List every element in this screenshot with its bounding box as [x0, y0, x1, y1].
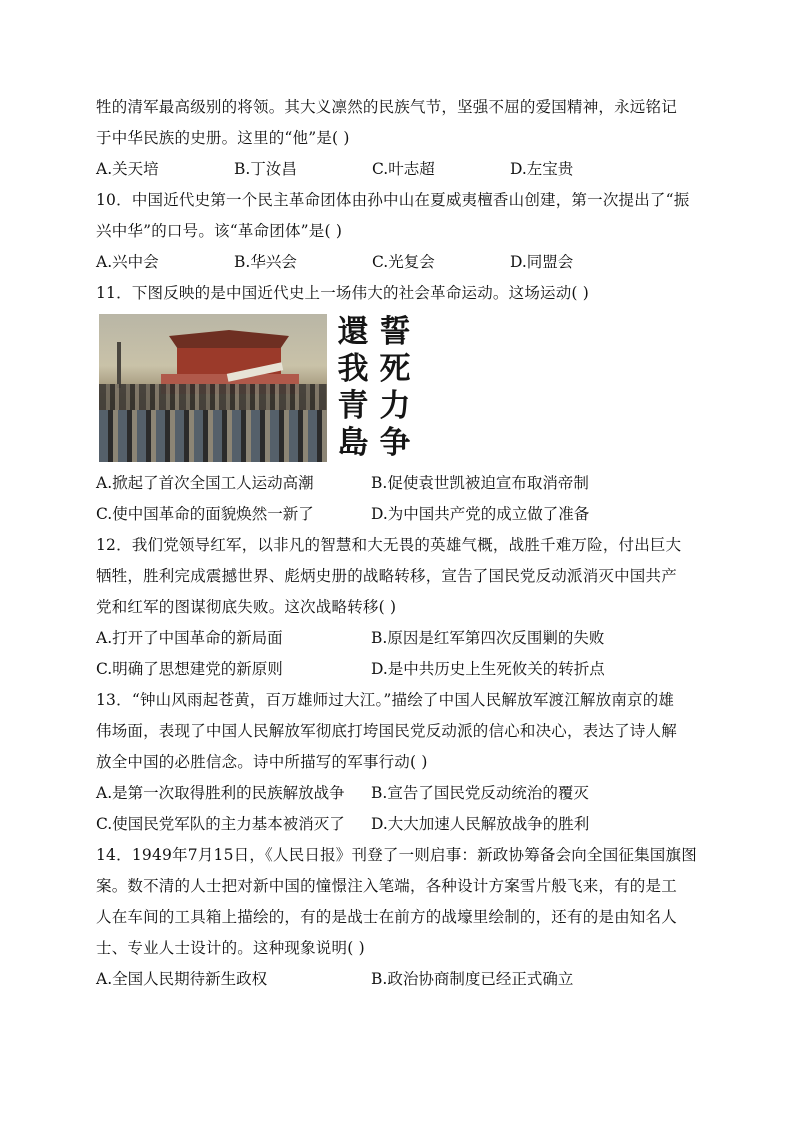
- calli-right-4: 争: [379, 425, 411, 461]
- exam-page: [96, 92, 698, 995]
- q10-option-b[interactable]: B.华兴会: [234, 253, 297, 271]
- q13-stem-line-2: 伟场面，表现了中国人民解放军彻底打垮国民党反动派的信心和决心，表达了诗人解: [96, 722, 677, 740]
- q9-stem-line-1: 牲的清军最高级别的将领。其大义凛然的民族气节，坚强不屈的爱国精神，永远铭记: [96, 98, 677, 116]
- q14-option-b[interactable]: B.政治协商制度已经正式确立: [371, 970, 574, 988]
- q11-option-a[interactable]: A.掀起了首次全国工人运动高潮: [96, 474, 314, 492]
- q14-stem-line-1: 14．1949年7月15日，《人民日报》刊登了一则启事：新政协筹备会向全国征集国旗图: [96, 846, 697, 864]
- q10-options: [96, 247, 698, 278]
- q9-options: [96, 154, 698, 185]
- q11-option-b[interactable]: B.促使袁世凯被迫宣布取消帝制: [371, 474, 589, 492]
- q13-option-b[interactable]: B.宣告了国民党反动统治的覆灭: [371, 784, 589, 802]
- q12-options-row-1: [96, 623, 698, 654]
- q13-stem-line-3: 放全中国的必胜信念。诗中所描写的军事行动( ): [96, 753, 428, 771]
- q10-option-d[interactable]: D.同盟会: [510, 253, 574, 271]
- calligraphy-slogan: [332, 314, 416, 462]
- q14-stem-line-2: 案。数不清的人士把对新中国的憧憬注入笔端，各种设计方案雪片般飞来，有的是工: [96, 877, 677, 895]
- q13-option-d[interactable]: D.大大加速人民解放战争的胜利: [371, 815, 590, 833]
- q12-stem-line-2: 牺牲，胜利完成震撼世界、彪炳史册的战略转移，宣告了国民党反动派消灭中国共产: [96, 567, 677, 585]
- q14-stem-line-4: 士、专业人士设计的。这种现象说明( ): [96, 939, 365, 957]
- q12-stem-line-3: 党和红军的图谋彻底失败。这次战略转移( ): [96, 598, 397, 616]
- q10-stem-line-1: 10．中国近代史第一个民主革命团体由孙中山在夏威夷檀香山创建，第一次提出了“振: [96, 191, 690, 209]
- q9-option-d[interactable]: D.左宝贵: [510, 160, 574, 178]
- q14-option-a[interactable]: A.全国人民期待新生政权: [96, 970, 268, 988]
- calli-right-1: 誓: [379, 314, 411, 350]
- q14-stem-line-3: 人在车间的工具箱上描绘的，有的是战士在前方的战壕里绘制的，还有的是由知名人: [96, 908, 677, 926]
- q11-option-d[interactable]: D.为中国共产党的成立做了准备: [371, 505, 590, 523]
- q11-option-c[interactable]: C.使中国革命的面貌焕然一新了: [96, 505, 314, 523]
- may-fourth-protest-photo: [99, 314, 327, 462]
- q12-option-b[interactable]: B.原因是红军第四次反围剿的失败: [371, 629, 605, 647]
- calli-right-3: 力: [379, 388, 411, 424]
- flag-pole: [117, 342, 121, 388]
- q13-option-c[interactable]: C.使国民党军队的主力基本被消灭了: [96, 815, 345, 833]
- gate-roof: [169, 330, 289, 350]
- q9-option-b[interactable]: B.丁汝昌: [234, 160, 297, 178]
- calli-left-2: 我: [337, 351, 369, 387]
- q13-options-row-1: [96, 778, 698, 809]
- q12-option-a[interactable]: A.打开了中国革命的新局面: [96, 629, 283, 647]
- q9-stem-line-2: 于中华民族的史册。这里的“他”是( ): [96, 129, 350, 147]
- q9-option-c[interactable]: C.叶志超: [372, 160, 435, 178]
- q9-option-a[interactable]: A.关天培: [96, 160, 159, 178]
- q12-option-c[interactable]: C.明确了思想建党的新原则: [96, 660, 283, 678]
- calli-left-1: 還: [337, 314, 369, 350]
- q12-stem-line-1: 12．我们党领导红军，以非凡的智慧和大无畏的英雄气概，战胜千难万险，付出巨大: [96, 536, 682, 554]
- calli-left-3: 青: [337, 388, 369, 424]
- calli-right-2: 死: [379, 351, 411, 387]
- q10-stem-line-2: 兴中华”的口号。该“革命团体”是( ): [96, 222, 343, 240]
- q12-option-d[interactable]: D.是中共历史上生死攸关的转折点: [371, 660, 605, 678]
- q11-options-row-2: [96, 499, 698, 530]
- crowd-front: [99, 410, 327, 462]
- q11-options-row-1: [96, 468, 698, 499]
- q12-options-row-2: [96, 654, 698, 685]
- q11-figure: [96, 312, 698, 464]
- q13-options-row-2: [96, 809, 698, 840]
- q10-option-a[interactable]: A.兴中会: [96, 253, 159, 271]
- q11-stem-line-1: 11．下图反映的是中国近代史上一场伟大的社会革命运动。这场运动( ): [96, 284, 590, 302]
- q13-stem-line-1: 13．“钟山风雨起苍黄，百万雄师过大江。”描绘了中国人民解放军渡江解放南京的雄: [96, 691, 675, 709]
- calli-left-4: 島: [337, 425, 369, 461]
- q10-option-c[interactable]: C.光复会: [372, 253, 435, 271]
- q14-options-row-1: [96, 964, 698, 995]
- q13-option-a[interactable]: A.是第一次取得胜利的民族解放战争: [96, 784, 345, 802]
